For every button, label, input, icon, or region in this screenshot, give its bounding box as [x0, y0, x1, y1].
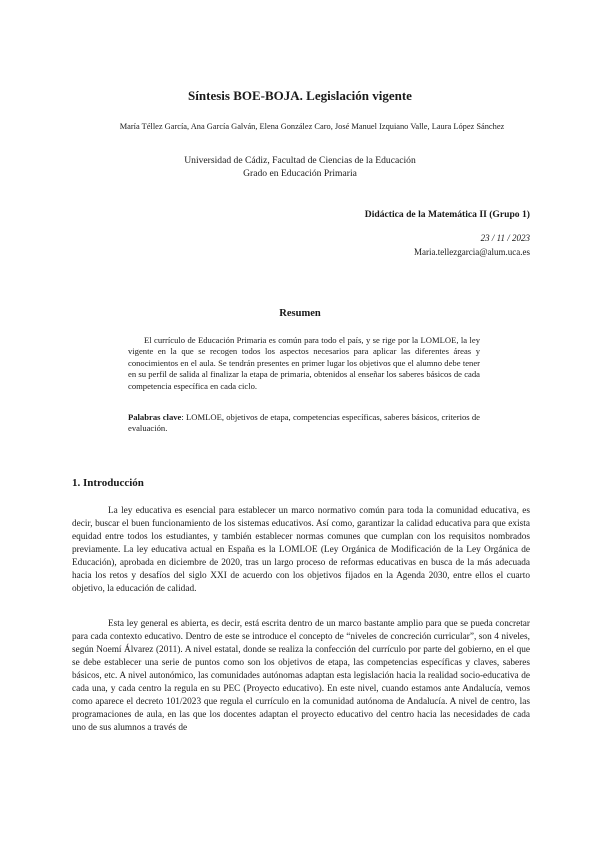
author-email: Maria.tellezgarcia@alum.uca.es	[414, 247, 530, 257]
paper-date: 23 / 11 / 2023	[480, 233, 530, 243]
paragraph-1: La ley educativa es esencial para establecer un marco normativo común para toda la comunidad educativa, es decir, buscar el buen funcionamiento de los sistemas educativos. Así como, garantizar la calidad educativa para que exista equidad entre todos los estudiantes, y también establecer normas comunes que cumplan con los requisitos nombrados previamente. La ley educativa actual en España es la LOMLOE (Ley Orgánica de Modificación de la Ley Orgánica de Educación), aprobada en diciembre de 2020, tras un largo proceso de reformas educativas en busca de la más adecuada hacia los retos y desafíos del siglo XXI de acuerdo con los objetivos fijados en la Agenda 2030, entre ellos el cuarto objetivo, la educación de calidad.	[72, 506, 530, 594]
course-name: Didáctica de la Matemática II (Grupo 1)	[364, 209, 530, 220]
affiliation-university: Universidad de Cádiz, Facultad de Ciencias de la Educación	[184, 155, 416, 166]
author-list: María Téllez García, Ana García Galván, Elena González Caro, José Manuel Izquiano Valle, Laura López Sánchez	[119, 122, 505, 131]
keywords-label: Palabras clave	[128, 412, 182, 422]
keywords	[128, 412, 480, 435]
paragraph-2: Esta ley general es abierta, es decir, está escrita dentro de un marco bastante amplio para que se pueda concretar para cada contexto educativo. Dentro de este se introduce el concepto de “niveles de concreción curricular”, son 4 niveles, según Noemí Álvarez (2011). A nivel estatal, donde se realiza la confección del currículo por parte del gobierno, en el que se debe establecer una serie de puntos como son los objetivos de etapa, las competencias específicas y claves, saberes básicos, etc. A nivel autonómico, las comunidades autónomas adaptan esta legislación hacia la realidad socio-educativa de cada una, y cada centro la regula en su PEC (Proyecto educativo). En este nivel, cuando estamos ante Andalucía, vemos como aparece el decreto 101/2023 que regula el currículo en la comunidad autónoma de Andalucía. A nivel de centro, las programaciones de aula, en las que los docentes adaptan el proyecto educativo del centro hacia las necesidades de cada uno de sus alumnos a través de	[72, 619, 530, 733]
affiliation-degree: Grado en Educación Primaria	[243, 168, 357, 179]
section-heading-introduccion: 1. Introducción	[72, 477, 144, 489]
keywords-list: : LOMLOE, objetivos de etapa, competencias específicas, saberes básicos, criterios de evaluación.	[128, 412, 480, 434]
paper-title: Síntesis BOE-BOJA. Legislación vigente	[188, 88, 412, 103]
abstract-body: El currículo de Educación Primaria es común para todo el país, y se rige por la LOMLOE, la ley vigente en la que se recogen todos los aspectos necesarios para aplicar las diferentes áreas y conocimientos en el aula. Se tendrán presentes en primer lugar los objetivos que el alumno debe tener en su perfil de salida al finalizar la etapa de primaria, obtenidos al enseñar los saberes básicos de cada competencia específica en cada ciclo.	[128, 335, 480, 391]
affiliation	[0, 154, 600, 180]
abstract-heading: Resumen	[279, 308, 321, 319]
